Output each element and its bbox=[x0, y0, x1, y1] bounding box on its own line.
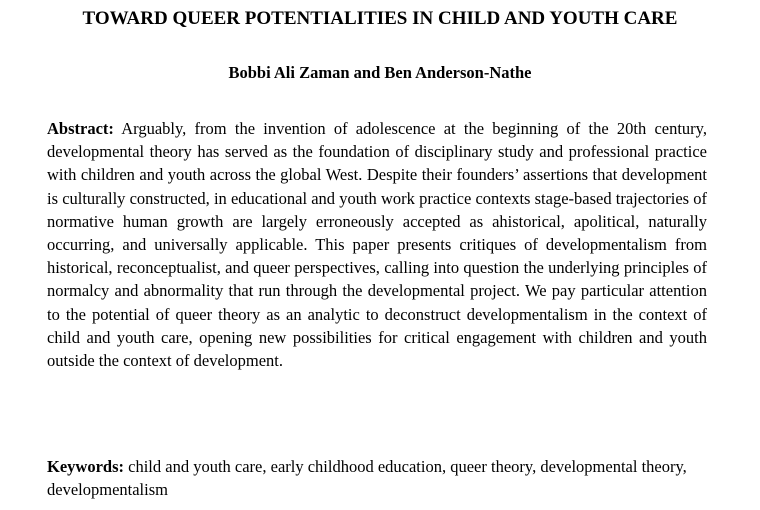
keywords-text: child and youth care, early childhood education, queer theory, developmental theory, developmentalism bbox=[47, 457, 687, 499]
paper-authors: Bobbi Ali Zaman and Ben Anderson-Nathe bbox=[228, 63, 532, 82]
abstract-label: Abstract: bbox=[47, 119, 114, 138]
paper-title: TOWARD QUEER POTENTIALITIES IN CHILD AND YOUTH CARE bbox=[82, 8, 678, 29]
keywords-label: Keywords: bbox=[47, 457, 124, 476]
abstract-text: Arguably, from the invention of adolescence at the beginning of the 20th century, developmental theory has served as the foundation of disciplinary study and professional practice with children and youth across the global West. Despite their founders’ assertions that development is culturally constructed, in educational and youth work practice contexts stage-based trajectories of normative human growth are largely erroneously accepted as ahistorical, apolitical, naturally occurring, and universally applicable. This paper presents critiques of developmentalism from historical, reconceptualist, and queer perspectives, calling into question the underlying principles of normalcy and abnormality that run through the developmental project. We pay particular attention to the potential of queer theory as an analytic to deconstruct developmentalism in the context of child and youth care, opening new possibilities for critical engagement with children and youth outside the context of development. bbox=[47, 119, 707, 371]
abstract-paragraph bbox=[47, 117, 707, 372]
keywords-paragraph bbox=[47, 455, 707, 501]
